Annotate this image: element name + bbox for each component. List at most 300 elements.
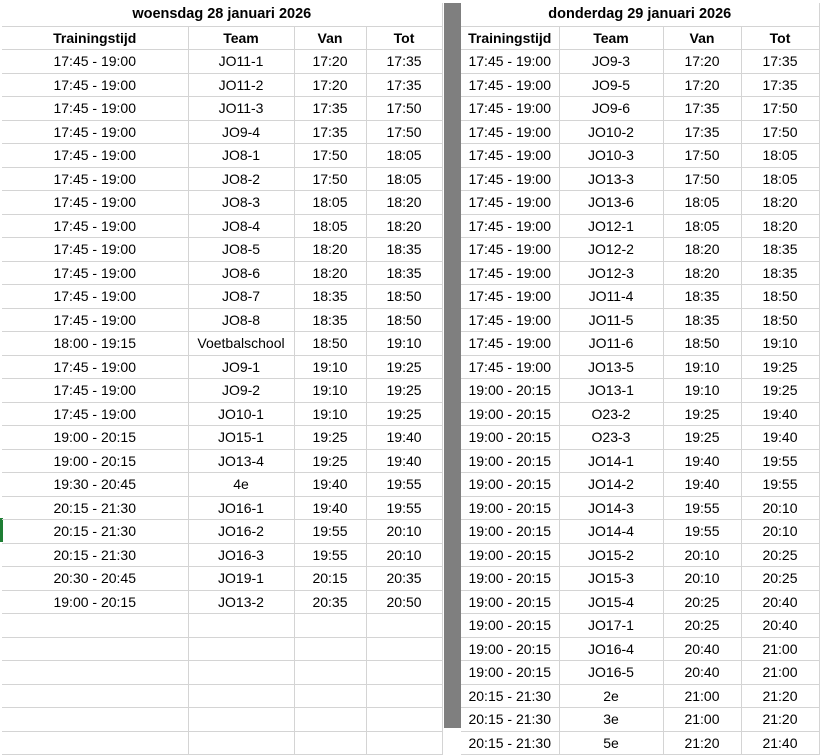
- table-row: [2, 50, 442, 74]
- cell-team[interactable]: [188, 708, 294, 732]
- cell-tot[interactable]: 20:10: [366, 520, 442, 544]
- cell-van[interactable]: [294, 708, 366, 732]
- cell-trainingstijd[interactable]: 17:45 - 19:00: [2, 355, 188, 379]
- table-row: [2, 97, 442, 121]
- table-row: [461, 637, 819, 661]
- cell-tot[interactable]: [366, 708, 442, 732]
- cell-tot[interactable]: 20:50: [366, 590, 442, 614]
- cell-team[interactable]: JO14-1: [559, 449, 663, 473]
- table-row: [2, 120, 442, 144]
- cell-trainingstijd[interactable]: 19:00 - 20:15: [2, 449, 188, 473]
- cell-team[interactable]: JO15-2: [559, 543, 663, 567]
- cell-tot[interactable]: 18:50: [366, 308, 442, 332]
- cell-tot[interactable]: [366, 637, 442, 661]
- cell-tot[interactable]: 20:35: [366, 567, 442, 591]
- cell-team[interactable]: JO13-1: [559, 379, 663, 403]
- cell-tot[interactable]: 21:00: [741, 637, 819, 661]
- cell-trainingstijd[interactable]: 19:30 - 20:45: [2, 473, 188, 497]
- cell-team[interactable]: JO11-1: [188, 50, 294, 74]
- cell-trainingstijd[interactable]: 17:45 - 19:00: [2, 167, 188, 191]
- header-team[interactable]: Team: [188, 26, 294, 50]
- cell-trainingstijd[interactable]: 19:00 - 20:15: [461, 379, 559, 403]
- cell-van[interactable]: 18:05: [294, 214, 366, 238]
- cell-team[interactable]: JO8-5: [188, 238, 294, 262]
- header-trainingstijd[interactable]: Trainingstijd: [2, 26, 188, 50]
- cell-tot[interactable]: 19:25: [741, 355, 819, 379]
- cell-team[interactable]: JO16-1: [188, 496, 294, 520]
- cell-trainingstijd[interactable]: [2, 661, 188, 685]
- wednesday-schedule: [2, 3, 442, 755]
- cell-tot[interactable]: 18:20: [366, 214, 442, 238]
- table-row: [2, 144, 442, 168]
- cell-tot[interactable]: 19:10: [366, 332, 442, 356]
- cell-trainingstijd[interactable]: 17:45 - 19:00: [2, 191, 188, 215]
- table-row: [2, 731, 442, 755]
- cell-trainingstijd[interactable]: 19:00 - 20:15: [461, 496, 559, 520]
- cell-trainingstijd[interactable]: 19:00 - 20:15: [461, 449, 559, 473]
- cell-team[interactable]: JO11-6: [559, 332, 663, 356]
- table-row: [2, 637, 442, 661]
- cell-trainingstijd[interactable]: 17:45 - 19:00: [461, 191, 559, 215]
- cell-tot[interactable]: 19:40: [741, 426, 819, 450]
- cell-team[interactable]: JO10-2: [559, 120, 663, 144]
- cell-team[interactable]: JO8-6: [188, 261, 294, 285]
- cell-tot[interactable]: 19:25: [741, 379, 819, 403]
- table-row: [2, 214, 442, 238]
- cell-team[interactable]: JO17-1: [559, 614, 663, 638]
- cell-tot[interactable]: 20:10: [741, 520, 819, 544]
- cell-trainingstijd[interactable]: 17:45 - 19:00: [2, 379, 188, 403]
- cell-van[interactable]: 17:50: [294, 144, 366, 168]
- cell-trainingstijd[interactable]: 17:45 - 19:00: [461, 355, 559, 379]
- cell-team[interactable]: JO8-4: [188, 214, 294, 238]
- cell-tot[interactable]: 19:25: [366, 379, 442, 403]
- cell-tot[interactable]: 21:40: [741, 731, 819, 755]
- table-row: [461, 144, 819, 168]
- table-row: [2, 355, 442, 379]
- cell-trainingstijd[interactable]: 17:45 - 19:00: [461, 308, 559, 332]
- cell-van[interactable]: 19:55: [294, 520, 366, 544]
- header-team[interactable]: Team: [559, 26, 663, 50]
- table-row: [461, 332, 819, 356]
- cell-tot[interactable]: 19:55: [741, 449, 819, 473]
- thursday-table: [461, 3, 820, 755]
- cell-van[interactable]: 18:50: [294, 332, 366, 356]
- cell-team[interactable]: 2e: [559, 684, 663, 708]
- cell-team[interactable]: JO15-4: [559, 590, 663, 614]
- cell-van[interactable]: 21:20: [663, 731, 741, 755]
- thursday-date-title[interactable]: donderdag 29 januari 2026: [461, 3, 819, 26]
- cell-team[interactable]: JO12-2: [559, 238, 663, 262]
- cell-trainingstijd[interactable]: 17:45 - 19:00: [2, 308, 188, 332]
- table-row: [461, 708, 819, 732]
- table-row: [461, 50, 819, 74]
- cell-van[interactable]: 18:05: [663, 191, 741, 215]
- cell-team[interactable]: JO16-2: [188, 520, 294, 544]
- cell-van[interactable]: 17:50: [663, 144, 741, 168]
- cell-tot[interactable]: [366, 614, 442, 638]
- cell-trainingstijd[interactable]: 19:00 - 20:15: [461, 520, 559, 544]
- cell-trainingstijd[interactable]: 19:00 - 20:15: [2, 426, 188, 450]
- cell-trainingstijd[interactable]: 17:45 - 19:00: [2, 144, 188, 168]
- header-trainingstijd[interactable]: Trainingstijd: [461, 26, 559, 50]
- cell-trainingstijd[interactable]: 18:00 - 19:15: [2, 332, 188, 356]
- table-row: [461, 214, 819, 238]
- wednesday-rows: [2, 50, 442, 755]
- cell-tot[interactable]: 18:35: [366, 238, 442, 262]
- cell-tot[interactable]: 19:25: [366, 402, 442, 426]
- table-row: [2, 520, 442, 544]
- cell-tot[interactable]: 18:20: [366, 191, 442, 215]
- cell-van[interactable]: 18:20: [663, 238, 741, 262]
- table-row: [461, 308, 819, 332]
- cell-tot[interactable]: 18:05: [741, 144, 819, 168]
- table-row: [2, 238, 442, 262]
- cell-tot[interactable]: 20:25: [741, 543, 819, 567]
- cell-team[interactable]: Voetbalschool: [188, 332, 294, 356]
- cell-trainingstijd[interactable]: 17:45 - 19:00: [461, 144, 559, 168]
- cell-van[interactable]: 19:25: [663, 426, 741, 450]
- cell-van[interactable]: 18:20: [663, 261, 741, 285]
- cell-team[interactable]: JO9-2: [188, 379, 294, 403]
- table-row: [2, 191, 442, 215]
- table-row: [461, 543, 819, 567]
- cell-trainingstijd[interactable]: 19:00 - 20:15: [461, 426, 559, 450]
- cell-team[interactable]: 3e: [559, 708, 663, 732]
- cell-team[interactable]: JO13-4: [188, 449, 294, 473]
- cell-tot[interactable]: [366, 684, 442, 708]
- cell-van[interactable]: 21:00: [663, 684, 741, 708]
- table-row: [461, 590, 819, 614]
- cell-tot[interactable]: 20:40: [741, 590, 819, 614]
- table-row: [461, 402, 819, 426]
- cell-trainingstijd[interactable]: 17:45 - 19:00: [461, 332, 559, 356]
- cell-trainingstijd[interactable]: 17:45 - 19:00: [2, 97, 188, 121]
- table-row: [461, 567, 819, 591]
- cell-team[interactable]: JO8-3: [188, 191, 294, 215]
- table-row: [2, 426, 442, 450]
- cell-van[interactable]: 19:10: [294, 379, 366, 403]
- cell-tot[interactable]: 17:50: [366, 97, 442, 121]
- cell-trainingstijd[interactable]: [2, 614, 188, 638]
- cell-team[interactable]: [188, 661, 294, 685]
- cell-van[interactable]: 19:55: [663, 496, 741, 520]
- cell-van[interactable]: 20:25: [663, 590, 741, 614]
- cell-tot[interactable]: 17:35: [366, 50, 442, 74]
- cell-team[interactable]: JO9-1: [188, 355, 294, 379]
- cell-team[interactable]: JO12-1: [559, 214, 663, 238]
- cell-team[interactable]: JO8-2: [188, 167, 294, 191]
- cell-van[interactable]: 18:05: [294, 191, 366, 215]
- cell-tot[interactable]: 18:35: [741, 238, 819, 262]
- header-van[interactable]: Van: [663, 26, 741, 50]
- table-row: [2, 308, 442, 332]
- table-row: [2, 379, 442, 403]
- cell-tot[interactable]: 18:05: [366, 167, 442, 191]
- header-van[interactable]: Van: [294, 26, 366, 50]
- cell-tot[interactable]: 18:35: [366, 261, 442, 285]
- cell-van[interactable]: 20:10: [663, 567, 741, 591]
- cell-van[interactable]: 18:35: [294, 308, 366, 332]
- cell-trainingstijd[interactable]: 17:45 - 19:00: [461, 261, 559, 285]
- cell-team[interactable]: JO15-3: [559, 567, 663, 591]
- cell-tot[interactable]: 20:10: [366, 543, 442, 567]
- cell-van[interactable]: 19:40: [663, 473, 741, 497]
- cell-van[interactable]: 17:50: [294, 167, 366, 191]
- cell-van[interactable]: 17:35: [663, 120, 741, 144]
- header-tot[interactable]: Tot: [741, 26, 819, 50]
- table-row: [2, 567, 442, 591]
- cell-team[interactable]: JO14-4: [559, 520, 663, 544]
- cell-trainingstijd[interactable]: [2, 684, 188, 708]
- cell-team[interactable]: JO11-3: [188, 97, 294, 121]
- cell-trainingstijd[interactable]: 19:00 - 20:15: [461, 567, 559, 591]
- cell-trainingstijd[interactable]: 20:15 - 21:30: [461, 684, 559, 708]
- cell-team[interactable]: JO12-3: [559, 261, 663, 285]
- cell-van[interactable]: 19:40: [663, 449, 741, 473]
- cell-team[interactable]: 4e: [188, 473, 294, 497]
- cell-van[interactable]: 19:25: [663, 402, 741, 426]
- cell-tot[interactable]: 18:05: [741, 167, 819, 191]
- cell-team[interactable]: JO10-3: [559, 144, 663, 168]
- cell-van[interactable]: 19:55: [663, 520, 741, 544]
- cell-trainingstijd[interactable]: 19:00 - 20:15: [461, 661, 559, 685]
- cell-tot[interactable]: 19:55: [741, 473, 819, 497]
- cell-team[interactable]: [188, 731, 294, 755]
- cell-team[interactable]: JO13-5: [559, 355, 663, 379]
- cell-van[interactable]: 17:20: [294, 73, 366, 97]
- table-row: [461, 520, 819, 544]
- cell-van[interactable]: 17:20: [663, 73, 741, 97]
- cell-trainingstijd[interactable]: 20:15 - 21:30: [2, 543, 188, 567]
- cell-tot[interactable]: 19:40: [741, 402, 819, 426]
- cell-van[interactable]: 19:10: [663, 379, 741, 403]
- table-row: [461, 191, 819, 215]
- cell-van[interactable]: 17:35: [663, 97, 741, 121]
- cell-van[interactable]: 17:20: [294, 50, 366, 74]
- cell-van[interactable]: [294, 661, 366, 685]
- cell-van[interactable]: [294, 731, 366, 755]
- cell-van[interactable]: 19:55: [294, 543, 366, 567]
- cell-team[interactable]: JO16-4: [559, 637, 663, 661]
- cell-trainingstijd[interactable]: [2, 731, 188, 755]
- table-row: [2, 590, 442, 614]
- cell-van[interactable]: 18:35: [663, 308, 741, 332]
- cell-van[interactable]: 19:25: [294, 426, 366, 450]
- cell-tot[interactable]: 18:50: [741, 308, 819, 332]
- cell-van[interactable]: 18:05: [663, 214, 741, 238]
- cell-tot[interactable]: 21:20: [741, 684, 819, 708]
- table-row: [2, 261, 442, 285]
- wednesday-table: [2, 3, 443, 755]
- cell-team[interactable]: JO14-2: [559, 473, 663, 497]
- table-row: [461, 496, 819, 520]
- cell-tot[interactable]: 19:55: [366, 473, 442, 497]
- table-row: [2, 285, 442, 309]
- cell-tot[interactable]: 19:25: [366, 355, 442, 379]
- cell-trainingstijd[interactable]: 20:15 - 21:30: [461, 731, 559, 755]
- table-row: [461, 684, 819, 708]
- cell-trainingstijd[interactable]: 17:45 - 19:00: [2, 50, 188, 74]
- cell-team[interactable]: JO19-1: [188, 567, 294, 591]
- cell-trainingstijd[interactable]: 19:00 - 20:15: [461, 637, 559, 661]
- header-tot[interactable]: Tot: [366, 26, 442, 50]
- cell-trainingstijd[interactable]: 19:00 - 20:15: [461, 590, 559, 614]
- cell-van[interactable]: 17:50: [663, 167, 741, 191]
- cell-van[interactable]: 20:10: [663, 543, 741, 567]
- cell-van[interactable]: 20:40: [663, 661, 741, 685]
- thursday-rows: [461, 50, 819, 755]
- cell-van[interactable]: 18:20: [294, 261, 366, 285]
- cell-team[interactable]: [188, 614, 294, 638]
- cell-trainingstijd[interactable]: [2, 708, 188, 732]
- cell-trainingstijd[interactable]: [2, 637, 188, 661]
- cell-team[interactable]: O23-3: [559, 426, 663, 450]
- column-divider: [444, 3, 461, 728]
- cell-team[interactable]: [188, 684, 294, 708]
- table-row: [2, 167, 442, 191]
- cell-team[interactable]: JO9-4: [188, 120, 294, 144]
- cell-team[interactable]: [188, 637, 294, 661]
- cell-van[interactable]: 18:50: [663, 332, 741, 356]
- cell-team[interactable]: JO8-7: [188, 285, 294, 309]
- table-row: [2, 614, 442, 638]
- cell-trainingstijd[interactable]: 17:45 - 19:00: [2, 214, 188, 238]
- cell-tot[interactable]: 20:25: [741, 567, 819, 591]
- cell-van[interactable]: 18:20: [294, 238, 366, 262]
- table-row: [2, 332, 442, 356]
- cell-trainingstijd[interactable]: 17:45 - 19:00: [461, 73, 559, 97]
- cell-trainingstijd[interactable]: 20:15 - 21:30: [461, 708, 559, 732]
- cell-tot[interactable]: 17:35: [366, 73, 442, 97]
- cell-van[interactable]: [294, 614, 366, 638]
- cell-van[interactable]: [294, 637, 366, 661]
- cell-trainingstijd[interactable]: 19:00 - 20:15: [461, 402, 559, 426]
- cell-tot[interactable]: 20:40: [741, 614, 819, 638]
- cell-team[interactable]: JO14-3: [559, 496, 663, 520]
- cell-team[interactable]: JO15-1: [188, 426, 294, 450]
- cell-team[interactable]: JO11-2: [188, 73, 294, 97]
- cell-tot[interactable]: 17:35: [741, 50, 819, 74]
- cell-van[interactable]: 17:20: [663, 50, 741, 74]
- cell-tot[interactable]: 19:55: [366, 496, 442, 520]
- cell-tot[interactable]: 18:50: [366, 285, 442, 309]
- cell-trainingstijd[interactable]: 17:45 - 19:00: [2, 238, 188, 262]
- cell-van[interactable]: 18:35: [294, 285, 366, 309]
- cell-tot[interactable]: 17:50: [741, 97, 819, 121]
- cell-tot[interactable]: 17:35: [741, 73, 819, 97]
- cell-tot[interactable]: 18:50: [741, 285, 819, 309]
- cell-team[interactable]: JO9-6: [559, 97, 663, 121]
- cell-team[interactable]: JO11-4: [559, 285, 663, 309]
- cell-trainingstijd[interactable]: 17:45 - 19:00: [2, 73, 188, 97]
- cell-team[interactable]: JO8-8: [188, 308, 294, 332]
- cell-van[interactable]: 20:35: [294, 590, 366, 614]
- table-row: [461, 285, 819, 309]
- cell-van[interactable]: 21:00: [663, 708, 741, 732]
- cell-trainingstijd[interactable]: 17:45 - 19:00: [2, 261, 188, 285]
- cell-van[interactable]: [294, 684, 366, 708]
- cell-tot[interactable]: 18:35: [741, 261, 819, 285]
- cell-tot[interactable]: 21:20: [741, 708, 819, 732]
- cell-tot[interactable]: 17:50: [366, 120, 442, 144]
- cell-van[interactable]: 19:10: [663, 355, 741, 379]
- cell-team[interactable]: JO13-6: [559, 191, 663, 215]
- cell-tot[interactable]: 18:05: [366, 144, 442, 168]
- cell-tot[interactable]: 17:50: [741, 120, 819, 144]
- cell-trainingstijd[interactable]: 17:45 - 19:00: [461, 120, 559, 144]
- cell-trainingstijd[interactable]: 17:45 - 19:00: [461, 285, 559, 309]
- cell-van[interactable]: 20:40: [663, 637, 741, 661]
- cell-van[interactable]: 20:25: [663, 614, 741, 638]
- cell-trainingstijd[interactable]: 17:45 - 19:00: [461, 50, 559, 74]
- table-row: [461, 73, 819, 97]
- cell-tot[interactable]: 18:20: [741, 191, 819, 215]
- cell-team[interactable]: JO16-3: [188, 543, 294, 567]
- cell-trainingstijd[interactable]: 17:45 - 19:00: [2, 120, 188, 144]
- cell-trainingstijd[interactable]: 19:00 - 20:15: [461, 543, 559, 567]
- table-row: [2, 684, 442, 708]
- cell-team[interactable]: JO11-5: [559, 308, 663, 332]
- cell-tot[interactable]: [366, 731, 442, 755]
- cell-team[interactable]: 5e: [559, 731, 663, 755]
- cell-tot[interactable]: 19:40: [366, 449, 442, 473]
- thursday-schedule: [461, 3, 819, 755]
- cell-van[interactable]: 19:40: [294, 496, 366, 520]
- cell-van[interactable]: 19:25: [294, 449, 366, 473]
- table-row: [461, 731, 819, 755]
- cell-trainingstijd[interactable]: 17:45 - 19:00: [2, 402, 188, 426]
- cell-tot[interactable]: 19:40: [366, 426, 442, 450]
- cell-team[interactable]: JO10-1: [188, 402, 294, 426]
- table-row: [2, 708, 442, 732]
- cell-tot[interactable]: 20:10: [741, 496, 819, 520]
- cell-team[interactable]: JO13-2: [188, 590, 294, 614]
- cell-team[interactable]: JO9-3: [559, 50, 663, 74]
- cell-team[interactable]: JO13-3: [559, 167, 663, 191]
- cell-tot[interactable]: 21:00: [741, 661, 819, 685]
- cell-trainingstijd[interactable]: 17:45 - 19:00: [461, 167, 559, 191]
- wednesday-date-title[interactable]: woensdag 28 januari 2026: [2, 3, 442, 26]
- cell-van[interactable]: 19:40: [294, 473, 366, 497]
- cell-trainingstijd[interactable]: 19:00 - 20:15: [2, 590, 188, 614]
- cell-tot[interactable]: 19:10: [741, 332, 819, 356]
- cell-trainingstijd[interactable]: 17:45 - 19:00: [461, 214, 559, 238]
- cell-van[interactable]: 17:35: [294, 120, 366, 144]
- cell-trainingstijd[interactable]: 20:15 - 21:30: [2, 496, 188, 520]
- cell-trainingstijd[interactable]: 20:30 - 20:45: [2, 567, 188, 591]
- cell-trainingstijd[interactable]: 17:45 - 19:00: [2, 285, 188, 309]
- table-row: [461, 261, 819, 285]
- table-row: [461, 355, 819, 379]
- cell-tot[interactable]: [366, 661, 442, 685]
- cell-team[interactable]: JO16-5: [559, 661, 663, 685]
- cell-team[interactable]: O23-2: [559, 402, 663, 426]
- cell-team[interactable]: JO9-5: [559, 73, 663, 97]
- cell-trainingstijd[interactable]: 19:00 - 20:15: [461, 473, 559, 497]
- cell-team[interactable]: JO8-1: [188, 144, 294, 168]
- cell-van[interactable]: 19:10: [294, 402, 366, 426]
- cell-trainingstijd[interactable]: 19:00 - 20:15: [461, 614, 559, 638]
- cell-tot[interactable]: 18:20: [741, 214, 819, 238]
- cell-van[interactable]: 18:35: [663, 285, 741, 309]
- cell-trainingstijd[interactable]: 17:45 - 19:00: [461, 97, 559, 121]
- cell-trainingstijd[interactable]: 20:15 - 21:30: [2, 520, 188, 544]
- cell-trainingstijd[interactable]: 17:45 - 19:00: [461, 238, 559, 262]
- cell-van[interactable]: 17:35: [294, 97, 366, 121]
- cell-van[interactable]: 19:10: [294, 355, 366, 379]
- cell-van[interactable]: 20:15: [294, 567, 366, 591]
